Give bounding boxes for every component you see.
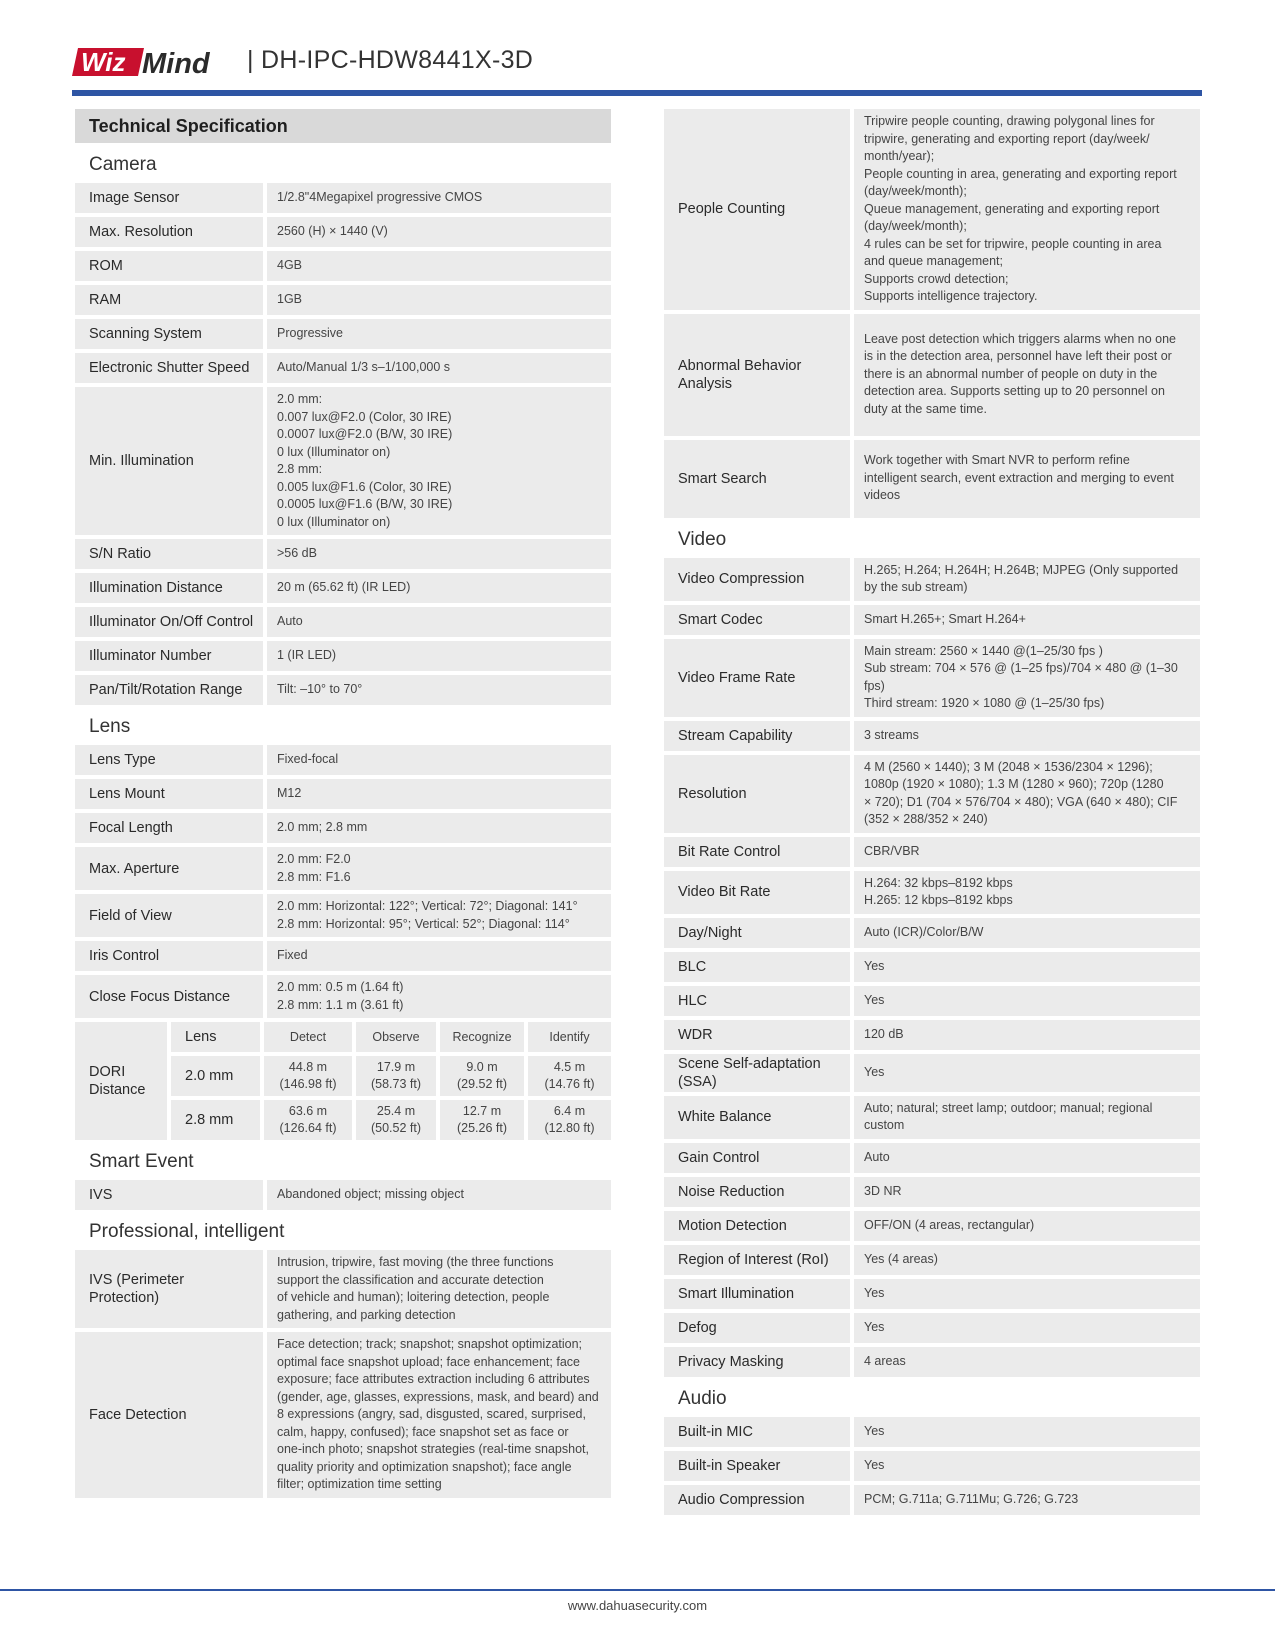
spec-row-privacy-masking — [664, 1347, 1200, 1377]
spec-value: Main stream: 2560 × 1440 @(1–25/30 fps ) Sub stream: 704 × 576 @ (1–25 fps)/704 × 480 @ (1–30 fps) Third stream: 1920 × 1080 @ (1–25/30 fps) — [854, 639, 1200, 717]
spec-label: Privacy Masking — [664, 1347, 850, 1377]
spec-row-region-of-interest-roi — [664, 1245, 1200, 1275]
spec-label: RAM — [75, 285, 263, 315]
spec-value: Yes — [854, 1054, 1200, 1092]
spec-value: H.265; H.264; H.264H; H.264B; MJPEG (Only supported by the sub stream) — [854, 558, 1200, 601]
spec-value: Yes (4 areas) — [854, 1245, 1200, 1275]
spec-label: Defog — [664, 1313, 850, 1343]
spec-row-built-in-speaker — [664, 1451, 1200, 1481]
spec-value: Fixed — [267, 941, 611, 971]
spec-label: Image Sensor — [75, 183, 263, 213]
spec-label: Video Compression — [664, 558, 850, 601]
left-column — [75, 109, 611, 1502]
spec-label: Scanning System — [75, 319, 263, 349]
spec-row-field-of-view — [75, 894, 611, 937]
spec-label: Lens Type — [75, 745, 263, 775]
spec-label: Smart Illumination — [664, 1279, 850, 1309]
spec-label: Illuminator Number — [75, 641, 263, 671]
spec-value: Yes — [854, 1451, 1200, 1481]
spec-value: H.264: 32 kbps–8192 kbps H.265: 12 kbps–8192 kbps — [854, 871, 1200, 914]
header-divider — [72, 90, 1202, 96]
spec-row-day-night — [664, 918, 1200, 948]
lens-table — [75, 745, 611, 1018]
spec-label: Max. Resolution — [75, 217, 263, 247]
spec-value: OFF/ON (4 areas, rectangular) — [854, 1211, 1200, 1241]
spec-label: Smart Codec — [664, 605, 850, 635]
spec-label: Day/Night — [664, 918, 850, 948]
spec-label: Lens Mount — [75, 779, 263, 809]
spec-label: Motion Detection — [664, 1211, 850, 1241]
footer-divider — [0, 1589, 1275, 1591]
spec-row-bit-rate-control — [664, 837, 1200, 867]
footer-url: www.dahuasecurity.com — [567, 1598, 708, 1613]
spec-value: 120 dB — [854, 1020, 1200, 1050]
spec-value: 20 m (65.62 ft) (IR LED) — [267, 573, 611, 603]
spec-label: Face Detection — [75, 1332, 263, 1498]
spec-value: Auto — [854, 1143, 1200, 1173]
spec-label: Video Bit Rate — [664, 871, 850, 914]
spec-row-resolution — [664, 755, 1200, 833]
spec-row-video-compression — [664, 558, 1200, 601]
dori-header-cell: Lens — [171, 1022, 260, 1052]
wizmind-logo — [72, 42, 224, 82]
spec-row-built-in-mic — [664, 1417, 1200, 1447]
dori-header-cell: Recognize — [440, 1022, 524, 1052]
spec-label: Resolution — [664, 755, 850, 833]
spec-value: Yes — [854, 1417, 1200, 1447]
spec-row-max-resolution — [75, 217, 611, 247]
spec-row-lens-mount — [75, 779, 611, 809]
dori-value-cell: 9.0 m (29.52 ft) — [440, 1056, 524, 1096]
spec-row-scene-self-adaptation-ssa — [664, 1054, 1200, 1092]
spec-label: S/N Ratio — [75, 539, 263, 569]
dori-header-cell: Identify — [528, 1022, 611, 1052]
spec-label: Noise Reduction — [664, 1177, 850, 1207]
spec-value: 2.0 mm: F2.0 2.8 mm: F1.6 — [267, 847, 611, 890]
model-title: | DH-IPC-HDW8441X-3D — [247, 46, 534, 74]
spec-row-noise-reduction — [664, 1177, 1200, 1207]
spec-value: 4GB — [267, 251, 611, 281]
spec-row-illuminator-number — [75, 641, 611, 671]
spec-value: CBR/VBR — [854, 837, 1200, 867]
spec-label: Stream Capability — [664, 721, 850, 751]
spec-value: 1 (IR LED) — [267, 641, 611, 671]
spec-label: Illumination Distance — [75, 573, 263, 603]
spec-label: Close Focus Distance — [75, 975, 263, 1018]
spec-label: IVS (Perimeter Protection) — [75, 1250, 263, 1328]
spec-row-people-counting — [664, 109, 1200, 310]
logo-wiz-text: Wiz — [81, 47, 126, 77]
spec-label: Iris Control — [75, 941, 263, 971]
spec-value: Tripwire people counting, drawing polygonal lines for tripwire, generating and exporting report (day/week/ month/year); People counting in area, generating and exporting report (day/week/month); Queue management, generating and exporting report (day/week/month); 4 rules can be set for tripwire, people counting in area and queue management; Supports crowd detection; Supports intelligence trajectory. — [854, 109, 1200, 310]
spec-label: Max. Aperture — [75, 847, 263, 890]
spec-row-lens-type — [75, 745, 611, 775]
spec-value: 3 streams — [854, 721, 1200, 751]
dori-value-cell: 4.5 m (14.76 ft) — [528, 1056, 611, 1096]
spec-label: HLC — [664, 986, 850, 1016]
dori-value-cell: 6.4 m (12.80 ft) — [528, 1100, 611, 1140]
section-lens-heading: Lens — [89, 716, 131, 737]
spec-value: 2.0 mm: 0.007 lux@F2.0 (Color, 30 IRE) 0.0007 lux@F2.0 (B/W, 30 IRE) 0 lux (Illuminator on) 2.8 mm: 0.005 lux@F1.6 (Color, 30 IRE) 0.0005 lux@F1.6 (B/W, 30 IRE) 0 lux (Illuminator on) — [267, 387, 611, 535]
spec-value: Intrusion, tripwire, fast moving (the three functions support the classification and accurate detection of vehicle and human); loitering detection, people gathering, and parking detection — [267, 1250, 611, 1328]
spec-title: Technical Specification — [75, 109, 611, 143]
dori-value-cell: 17.9 m (58.73 ft) — [356, 1056, 436, 1096]
spec-row-illumination-distance — [75, 573, 611, 603]
dori-header-cell: Observe — [356, 1022, 436, 1052]
spec-label: Focal Length — [75, 813, 263, 843]
spec-value: >56 dB — [267, 539, 611, 569]
spec-value: 4 areas — [854, 1347, 1200, 1377]
spec-row-s-n-ratio — [75, 539, 611, 569]
spec-label: WDR — [664, 1020, 850, 1050]
spec-row-pan-tilt-rotation-range — [75, 675, 611, 705]
video-table — [664, 558, 1200, 1377]
dori-value-cell: 25.4 m (50.52 ft) — [356, 1100, 436, 1140]
spec-value: 4 M (2560 × 1440); 3 M (2048 × 1536/2304 × 1296); 1080p (1920 × 1080); 1.3 M (1280 × 960); 720p (1280 × 720); D1 (704 × 576/704 × 480); VGA (640 × 480); CIF (352 × 288/352 × 240) — [854, 755, 1200, 833]
audio-table — [664, 1417, 1200, 1515]
spec-value: M12 — [267, 779, 611, 809]
spec-row-blc — [664, 952, 1200, 982]
spec-row-white-balance — [664, 1096, 1200, 1139]
dori-lens-cell: 2.8 mm — [171, 1100, 260, 1140]
section-audio-heading: Audio — [678, 1387, 727, 1409]
spec-row-video-bit-rate — [664, 871, 1200, 914]
spec-row-video-frame-rate — [664, 639, 1200, 717]
spec-value: Yes — [854, 986, 1200, 1016]
spec-value: 3D NR — [854, 1177, 1200, 1207]
section-video-heading: Video — [678, 528, 727, 550]
spec-value: Tilt: –10° to 70° — [267, 675, 611, 705]
spec-label: Illuminator On/Off Control — [75, 607, 263, 637]
spec-value: 1/2.8"4Megapixel progressive CMOS — [267, 183, 611, 213]
spec-value: Auto — [267, 607, 611, 637]
spec-value: 2.0 mm: Horizontal: 122°; Vertical: 72°; Diagonal: 141° 2.8 mm: Horizontal: 95°; Vertical: 52°; Diagonal: 114° — [267, 894, 611, 937]
spec-label: BLC — [664, 952, 850, 982]
spec-label: Smart Search — [664, 440, 850, 518]
spec-value: Fixed-focal — [267, 745, 611, 775]
spec-value: Auto/Manual 1/3 s–1/100,000 s — [267, 353, 611, 383]
spec-row-hlc — [664, 986, 1200, 1016]
spec-row-close-focus-distance — [75, 975, 611, 1018]
spec-row-ivs-perimeter-protection — [75, 1250, 611, 1328]
spec-value: Yes — [854, 1279, 1200, 1309]
spec-label: Scene Self-adaptation (SSA) — [664, 1054, 850, 1092]
professional-table-continued — [664, 109, 1200, 518]
logo-mind-text: Mind — [142, 48, 210, 80]
spec-value: Yes — [854, 952, 1200, 982]
spec-row-ivs — [75, 1180, 611, 1210]
dori-value-cell: 63.6 m (126.64 ft) — [264, 1100, 352, 1140]
spec-label: Electronic Shutter Speed — [75, 353, 263, 383]
dori-lens-cell: 2.0 mm — [171, 1056, 260, 1096]
spec-label: Pan/Tilt/Rotation Range — [75, 675, 263, 705]
spec-row-image-sensor — [75, 183, 611, 213]
spec-value: 1GB — [267, 285, 611, 315]
spec-row-electronic-shutter-speed — [75, 353, 611, 383]
spec-value: 2.0 mm; 2.8 mm — [267, 813, 611, 843]
spec-label: Audio Compression — [664, 1485, 850, 1515]
spec-row-face-detection — [75, 1332, 611, 1498]
spec-label: Gain Control — [664, 1143, 850, 1173]
spec-label: IVS — [75, 1180, 263, 1210]
spec-row-stream-capability — [664, 721, 1200, 751]
dori-header-cell: Detect — [264, 1022, 352, 1052]
spec-row-scanning-system — [75, 319, 611, 349]
spec-label: Region of Interest (RoI) — [664, 1245, 850, 1275]
right-column — [664, 109, 1200, 1519]
spec-value: Work together with Smart NVR to perform refine intelligent search, event extraction and merging to event videos — [854, 440, 1200, 518]
spec-value: Smart H.265+; Smart H.264+ — [854, 605, 1200, 635]
spec-row-wdr — [664, 1020, 1200, 1050]
spec-value: Auto (ICR)/Color/B/W — [854, 918, 1200, 948]
dori-grid — [171, 1022, 611, 1140]
spec-value: 2.0 mm: 0.5 m (1.64 ft) 2.8 mm: 1.1 m (3.61 ft) — [267, 975, 611, 1018]
page-header — [72, 36, 1202, 96]
spec-value: Auto; natural; street lamp; outdoor; manual; regional custom — [854, 1096, 1200, 1139]
dori-table — [75, 1022, 611, 1140]
spec-label: White Balance — [664, 1096, 850, 1139]
spec-value: Face detection; track; snapshot; snapshot optimization; optimal face snapshot upload; face enhancement; face exposure; face attributes extraction including 6 attributes (gender, age, glasses, expressions, mask, and beard) and 8 expressions (angry, sad, disgusted, scared, surprised, calm, happy, confused); face snapshot set as face or one-inch photo; snapshot strategies (real-time snapshot, quality priority and optimization snapshot); face angle filter; optimization time setting — [267, 1332, 611, 1498]
spec-label: Built-in MIC — [664, 1417, 850, 1447]
dori-label: DORI Distance — [75, 1022, 167, 1140]
dori-value-cell: 12.7 m (25.26 ft) — [440, 1100, 524, 1140]
spec-row-defog — [664, 1313, 1200, 1343]
spec-value: PCM; G.711a; G.711Mu; G.726; G.723 — [854, 1485, 1200, 1515]
spec-value: Progressive — [267, 319, 611, 349]
professional-table — [75, 1250, 611, 1498]
spec-label: Built-in Speaker — [664, 1451, 850, 1481]
section-camera-heading: Camera — [89, 154, 157, 175]
camera-table — [75, 183, 611, 705]
spec-row-ram — [75, 285, 611, 315]
spec-row-smart-codec — [664, 605, 1200, 635]
spec-row-rom — [75, 251, 611, 281]
spec-label: Video Frame Rate — [664, 639, 850, 717]
dori-value-cell: 44.8 m (146.98 ft) — [264, 1056, 352, 1096]
section-smart-event-heading: Smart Event — [89, 1151, 194, 1172]
spec-value: Leave post detection which triggers alarms when no one is in the detection area, personnel have left their post or there is an abnormal number of people on duty in the detection area. Supports setting up to 20 personnel on duty at the same time. — [854, 314, 1200, 436]
spec-row-focal-length — [75, 813, 611, 843]
spec-row-gain-control — [664, 1143, 1200, 1173]
spec-value: Yes — [854, 1313, 1200, 1343]
section-professional-heading: Professional, intelligent — [89, 1221, 285, 1242]
spec-value: Abandoned object; missing object — [267, 1180, 611, 1210]
spec-label: ROM — [75, 251, 263, 281]
spec-label: People Counting — [664, 109, 850, 310]
spec-label: Field of View — [75, 894, 263, 937]
spec-row-min-illumination — [75, 387, 611, 535]
spec-row-motion-detection — [664, 1211, 1200, 1241]
spec-label: Bit Rate Control — [664, 837, 850, 867]
spec-row-smart-illumination — [664, 1279, 1200, 1309]
spec-label: Abnormal Behavior Analysis — [664, 314, 850, 436]
spec-row-illuminator-on-off-control — [75, 607, 611, 637]
spec-row-max-aperture — [75, 847, 611, 890]
spec-label: Min. Illumination — [75, 387, 263, 535]
smart-event-table — [75, 1180, 611, 1210]
spec-value: 2560 (H) × 1440 (V) — [267, 217, 611, 247]
spec-row-iris-control — [75, 941, 611, 971]
spec-row-audio-compression — [664, 1485, 1200, 1515]
spec-row-abnormal-behavior-analysis — [664, 314, 1200, 436]
spec-row-smart-search — [664, 440, 1200, 518]
